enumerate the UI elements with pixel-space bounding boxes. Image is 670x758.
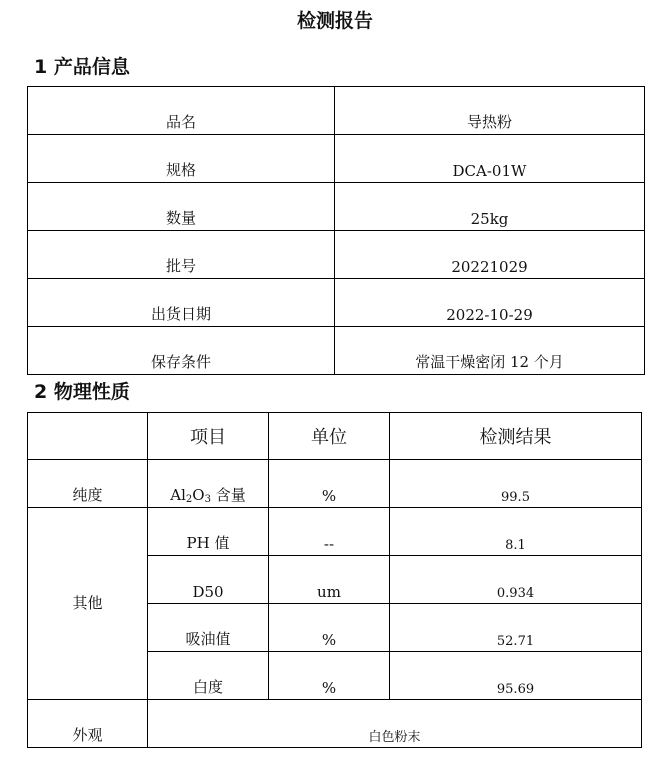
whiteness-item: 白度 bbox=[148, 652, 269, 700]
oil-absorption-unit: % bbox=[269, 604, 390, 652]
oil-absorption-item: 吸油值 bbox=[148, 604, 269, 652]
d50-item: D50 bbox=[148, 556, 269, 604]
quantity-value: 25kg bbox=[335, 183, 645, 231]
d50-result: 0.934 bbox=[390, 556, 642, 604]
quantity-label: 数量 bbox=[28, 183, 335, 231]
table-row bbox=[28, 279, 645, 327]
whiteness-unit: % bbox=[269, 652, 390, 700]
product-name-value: 导热粉 bbox=[335, 87, 645, 135]
table-header-row bbox=[28, 413, 642, 460]
section-heading-physical-properties: 2 物理性质 bbox=[34, 381, 130, 403]
ship-date-value: 2022-10-29 bbox=[335, 279, 645, 327]
table-row bbox=[28, 460, 642, 508]
spec-label: 规格 bbox=[28, 135, 335, 183]
header-unit: 单位 bbox=[269, 413, 390, 460]
table-row bbox=[28, 700, 642, 748]
oil-absorption-result: 52.71 bbox=[390, 604, 642, 652]
storage-label: 保存条件 bbox=[28, 327, 335, 375]
appearance-label: 外观 bbox=[28, 700, 148, 748]
product-info-table bbox=[27, 86, 645, 375]
table-row bbox=[28, 327, 645, 375]
header-item: 项目 bbox=[148, 413, 269, 460]
appearance-value: 白色粉末 bbox=[148, 700, 642, 748]
whiteness-result: 95.69 bbox=[390, 652, 642, 700]
table-row bbox=[28, 183, 645, 231]
spec-value: DCA-01W bbox=[335, 135, 645, 183]
table-row bbox=[28, 231, 645, 279]
purity-group-label: 纯度 bbox=[28, 460, 148, 508]
table-row bbox=[28, 135, 645, 183]
ph-unit: -- bbox=[269, 508, 390, 556]
batch-value: 20221029 bbox=[335, 231, 645, 279]
storage-value: 常温干燥密闭 12 个月 bbox=[335, 327, 645, 375]
table-row bbox=[28, 87, 645, 135]
header-blank bbox=[28, 413, 148, 460]
purity-item: $Al_2O_3$ 含量 bbox=[148, 460, 269, 508]
section-heading-product-info: 1 产品信息 bbox=[34, 56, 130, 78]
batch-label: 批号 bbox=[28, 231, 335, 279]
table-row bbox=[28, 508, 642, 556]
purity-result: 99.5 bbox=[390, 460, 642, 508]
other-group-label: 其他 bbox=[28, 508, 148, 700]
purity-unit: % bbox=[269, 460, 390, 508]
ph-result: 8.1 bbox=[390, 508, 642, 556]
physical-properties-table bbox=[27, 412, 642, 748]
ship-date-label: 出货日期 bbox=[28, 279, 335, 327]
ph-item: PH 值 bbox=[148, 508, 269, 556]
header-result: 检测结果 bbox=[390, 413, 642, 460]
product-name-label: 品名 bbox=[28, 87, 335, 135]
report-title: 检测报告 bbox=[296, 10, 373, 32]
d50-unit: um bbox=[269, 556, 390, 604]
